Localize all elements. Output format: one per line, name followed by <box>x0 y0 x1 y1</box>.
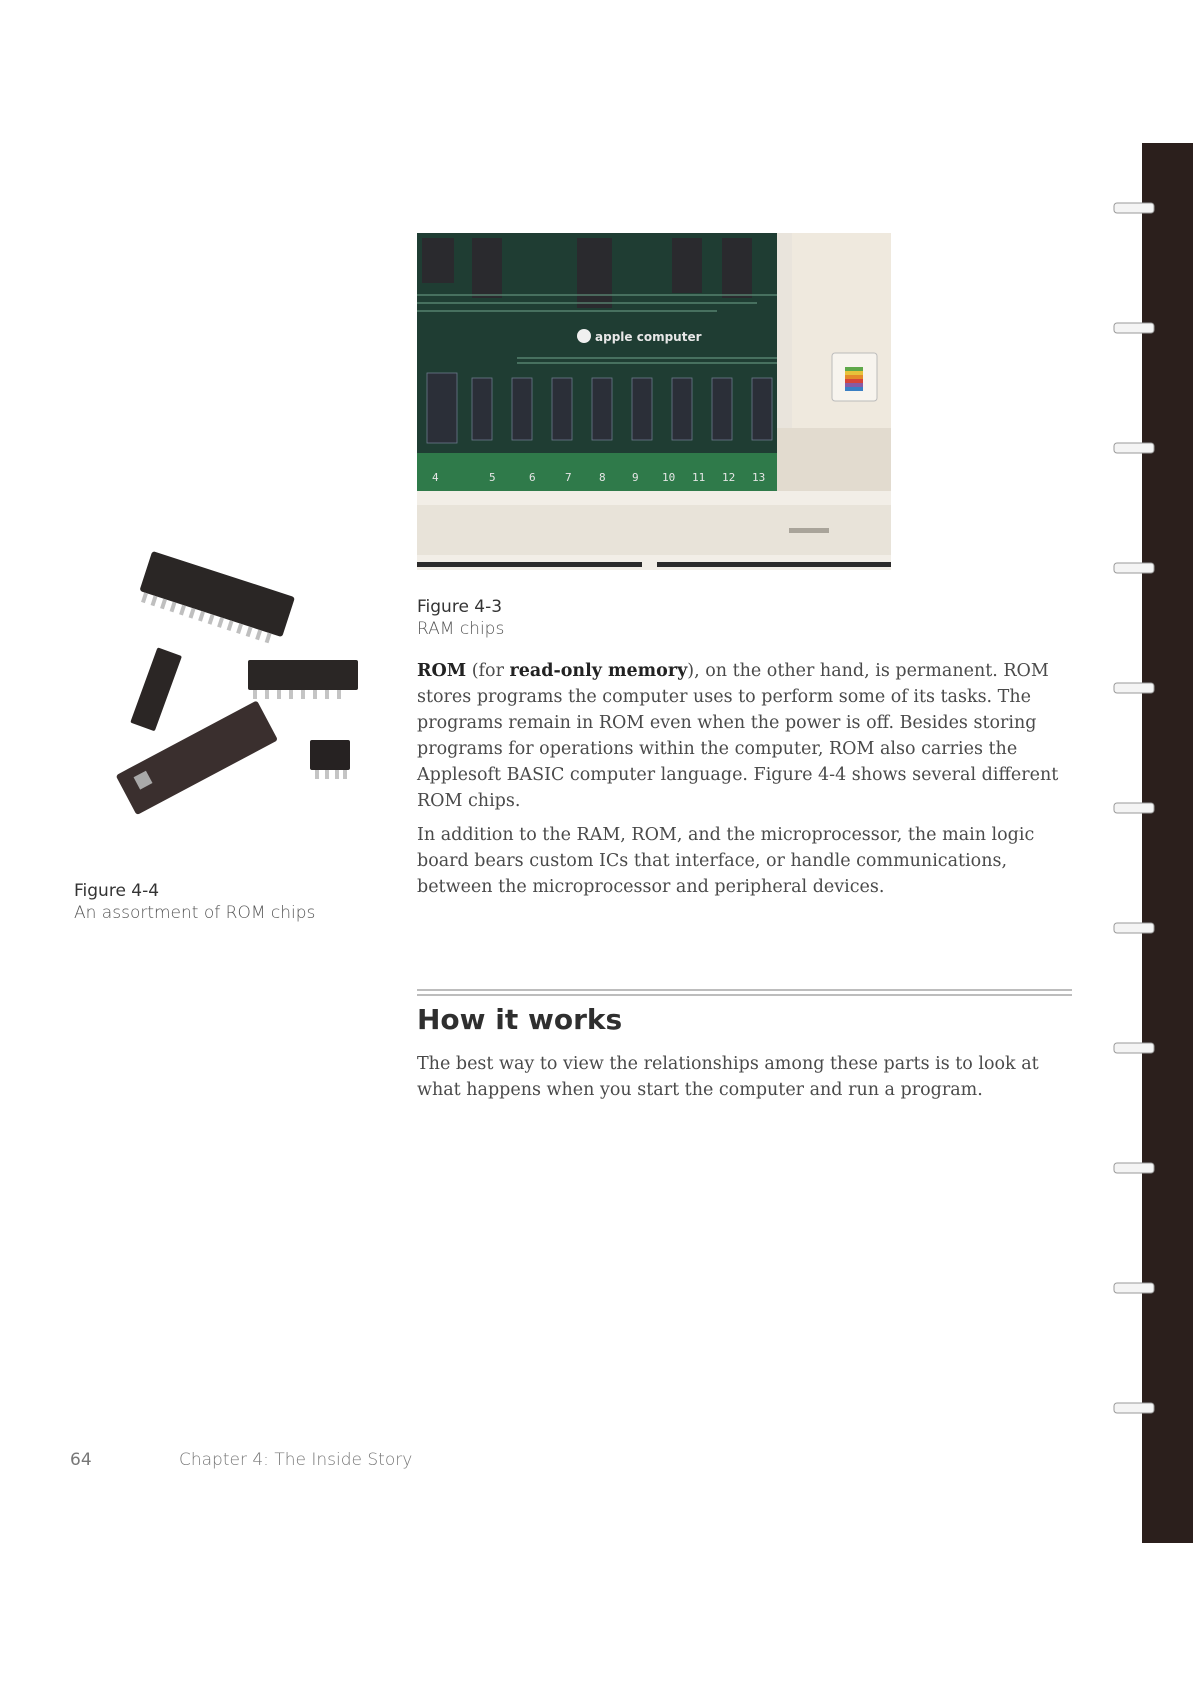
slot-number: 11 <box>692 471 706 484</box>
figure-4-3-label: Figure 4-3 <box>417 597 503 617</box>
how-it-works-paragraph: The best way to view the relationships among these parts is to look at what happens when you start the computer and run a program. <box>417 1054 1039 1100</box>
rom-paren-open: (for <box>466 661 510 681</box>
figure-4-4-photo <box>98 550 388 835</box>
figure-4-3-photo <box>417 233 891 570</box>
addition-paragraph: In addition to the RAM, ROM, and the microprocessor, the main logic board bears custom ICs that interface, or handle communications, between the microprocessor and peripheral devices. <box>417 825 1035 897</box>
slot-number: 12 <box>722 471 736 484</box>
rom-term: ROM <box>417 661 467 681</box>
figure-4-4-caption: An assortment of ROM chips <box>74 903 316 923</box>
chapter-title: Chapter 4: The Inside Story <box>179 1450 413 1470</box>
rom-definition: read-only memory <box>509 661 688 681</box>
figure-4-4-label: Figure 4-4 <box>74 881 160 901</box>
slot-number: 9 <box>632 471 639 484</box>
board-brand-text: apple computer <box>595 330 702 344</box>
section-rule <box>417 989 1072 999</box>
slot-number: 6 <box>529 471 536 484</box>
slot-number: 4 <box>432 471 439 484</box>
apple-logo-icon <box>845 367 863 391</box>
rom-paragraph <box>417 658 1072 814</box>
slot-number: 5 <box>489 471 496 484</box>
section-title: How it works <box>417 1003 623 1036</box>
rom-rest: ), on the other hand, is permanent. ROM stores programs the computer uses to perform some of its tasks. The programs remain in ROM even when the power is off. Besides storing programs for operations within the computer, ROM also carries the Applesoft BASIC computer language. Figure 4-4 shows several different ROM chips. <box>417 661 1059 811</box>
slot-number: 13 <box>752 471 766 484</box>
page-number: 64 <box>70 1450 92 1470</box>
slot-number: 10 <box>662 471 676 484</box>
slot-number: 8 <box>599 471 606 484</box>
spiral-binding <box>1112 143 1193 1543</box>
slot-number: 7 <box>565 471 572 484</box>
figure-4-3-caption: RAM chips <box>417 619 505 639</box>
